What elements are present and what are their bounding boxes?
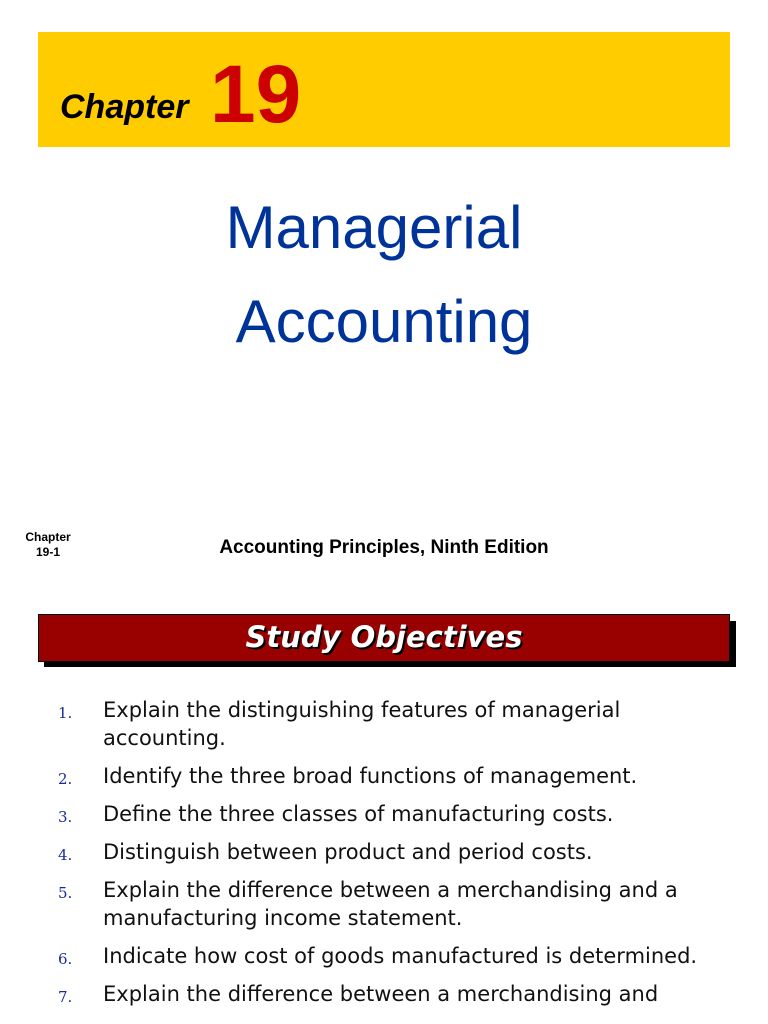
chapter-number: 19 [210,49,302,140]
list-item-text: Indicate how cost of goods manufactured is determined. [103,944,698,968]
list-item-number: 5. [58,884,73,902]
list-item-text: Distinguish between product and period costs. [103,840,593,864]
list-item-number: 1. [58,704,73,722]
list-item [0,696,768,752]
list-item [0,876,768,932]
footer-book-title: Accounting Principles, Ninth Edition [219,537,549,558]
title-line-2: Accounting [235,288,533,355]
chapter-banner [38,32,730,147]
list-item [0,762,768,790]
list-item [0,800,768,828]
title-line-1: Managerial [225,194,523,261]
list-item-text: Identify the three broad functions of management. [103,764,638,788]
list-item [0,942,768,970]
footer-chapter-label: Chapter [25,530,71,544]
objectives-banner [38,614,730,662]
list-item [0,980,768,1008]
list-item-number: 6. [58,950,73,968]
list-item-number: 4. [58,846,73,864]
footer-slide-number: 19-1 [35,545,61,559]
list-item [0,838,768,866]
list-item-number: 7. [58,988,73,1006]
list-item-number: 3. [58,808,73,826]
list-item-text: Explain the difference between a merchandising and a manufacturing income statement. [103,878,678,930]
list-item-text: Define the three classes of manufacturing costs. [103,802,614,826]
list-item-number: 2. [58,770,73,788]
objectives-heading: Study Objectives [245,620,523,654]
chapter-label: Chapter [60,88,189,126]
list-item-text: Explain the distinguishing features of managerial accounting. [103,698,621,750]
objectives-list [0,696,768,1018]
list-item-text: Explain the difference between a merchandising and [103,982,659,1006]
